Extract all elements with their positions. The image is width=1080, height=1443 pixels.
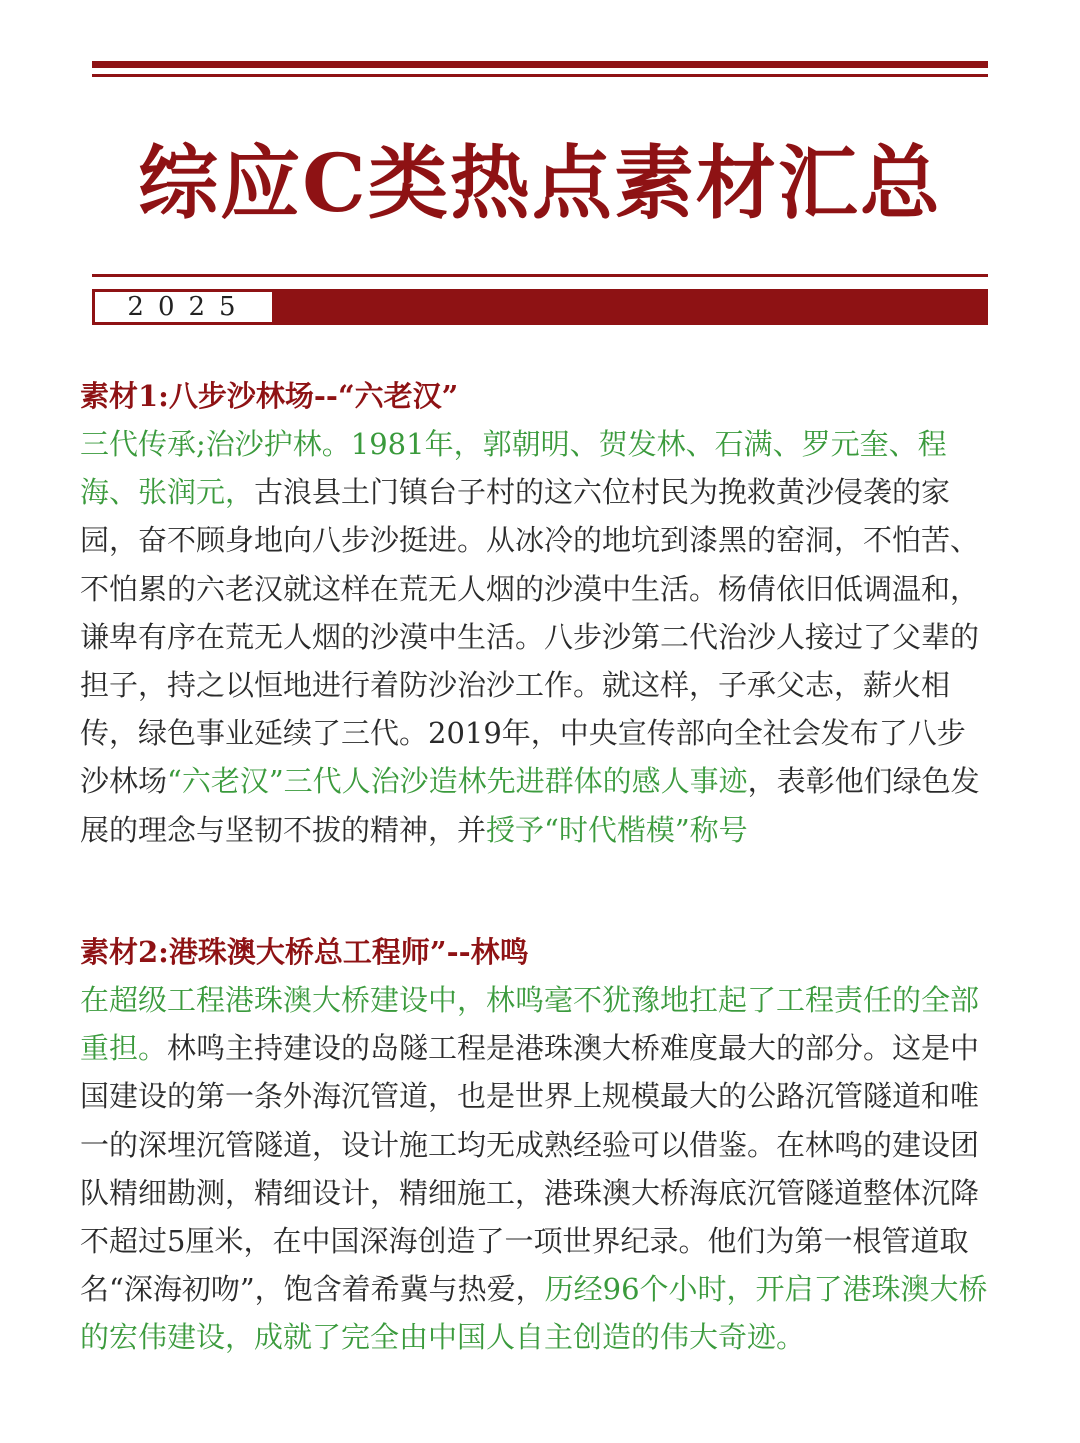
highlight-text: 三代传承;治沙护林。1981年，郭朝明、贺发林、石满、罗元奎、程海、张润元， (80, 427, 947, 510)
top-rule-thin (92, 74, 988, 77)
year-label: 2025 (92, 289, 275, 325)
section-heading: 素材1:八步沙林场--“六老汉” (80, 379, 459, 413)
body-text: 林鸣主持建设的岛隧工程是港珠澳大桥难度最大的部分。这是中国建设的第一条外海沉管道，也是世界上规模最大的公路沉管隧道和唯一的深埋沉管隧道，设计施工均无成熟经验可以借鉴。在林鸣的建设团队精细勘测，精细设计，精细施工，港珠澳大桥海底沉管隧道整体沉降不超过5厘米，在中国深海创造了一项世界纪录。他们为第一根管道取名“深海初吻”，饱含着希冀与热爱， (80, 1031, 980, 1307)
body-text: ，表彰他们绿色发展的理念与坚韧不拔的精神，并 (80, 764, 980, 847)
material-section-1 (80, 372, 990, 854)
page-title: 综应C类热点素材汇总 (138, 136, 942, 230)
section-heading: 素材2:港珠澳大桥总工程师”--林鸣 (80, 935, 529, 969)
section-body (80, 976, 990, 1362)
body-text: 古浪县土门镇台子村的这六位村民为挽救黄沙侵袭的家园，奋不顾身地向八步沙挺进。从冰冷的地坑到漆黑的窑洞，不怕苦、不怕累的六老汉就这样在荒无人烟的沙漠中生活。杨倩依旧低调温和，谦卑有序在荒无人烟的沙漠中生活。八步沙第二代治沙人接过了父辈的担子，持之以恒地进行着防沙治沙工作。就这样，子承父志，薪火相传，绿色事业延续了三代。2019年，中央宣传部向全社会发布了八步沙林场 (80, 475, 980, 799)
section-body (80, 420, 990, 854)
highlight-text: 历经96个小时，开启了港珠澳大桥的宏伟建设，成就了完全由中国人自主创造的伟大奇迹。 (80, 1272, 988, 1355)
highlight-text: 在超级工程港珠澳大桥建设中，林鸣毫不犹豫地扛起了工程责任的全部重担。 (80, 983, 980, 1066)
mid-rule (92, 274, 988, 277)
highlight-text: “六老汉”三代人治沙造林先进群体的感人事迹 (167, 764, 748, 799)
material-section-2 (80, 928, 990, 1362)
highlight-text: 授予“时代楷模”称号 (486, 812, 748, 847)
top-rule-thick (92, 61, 988, 68)
